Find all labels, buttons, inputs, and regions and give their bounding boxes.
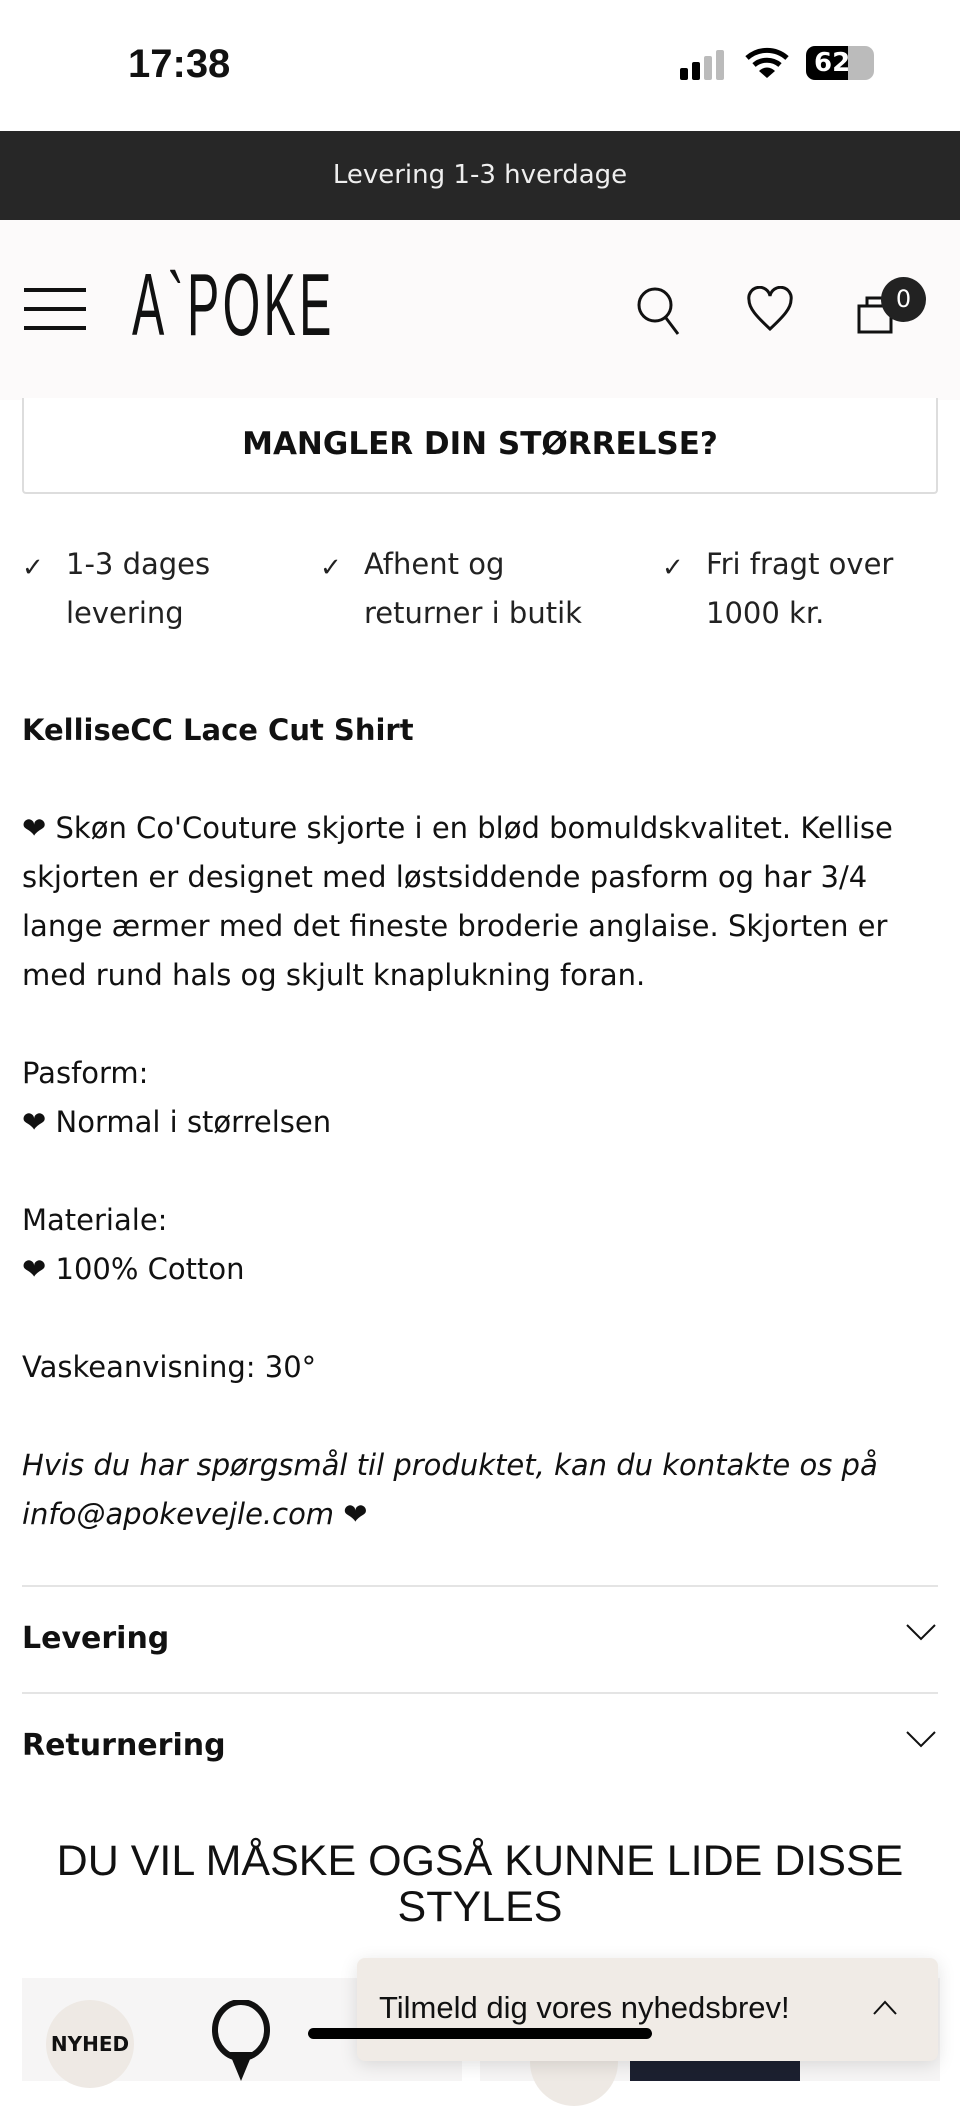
check-icon: ✓ [320, 553, 342, 583]
feature-delivery: ✓ 1-3 dages levering [22, 540, 282, 638]
home-indicator [308, 2028, 652, 2039]
product-image [207, 2000, 277, 2081]
contact-text: Hvis du har spørgsmål til produktet, kan du kontakte os på info@apokevejle.com ❤ [22, 1448, 878, 1531]
accordion-levering[interactable]: Levering [22, 1585, 938, 1691]
check-icon: ✓ [662, 553, 684, 583]
product-title: KelliseCC Lace Cut Shirt [22, 713, 414, 747]
battery-icon: 62 [806, 46, 874, 80]
material-label: Materiale: [22, 1203, 168, 1237]
wash-instructions: Vaskeanvisning: 30° [22, 1350, 317, 1384]
recommendations-heading: DU VIL MÅSKE OGSÅ KUNNE LIDE DISSE STYLES [56, 1837, 904, 1931]
feature-pickup: ✓ Afhent og returner i butik [320, 540, 620, 638]
check-icon: ✓ [22, 553, 44, 583]
chevron-down-icon [906, 1724, 936, 1754]
chevron-down-icon [906, 1617, 936, 1647]
clock: 17:38 [128, 42, 231, 86]
fit-label: Pasform: [22, 1056, 149, 1090]
wishlist-heart-icon[interactable] [746, 286, 794, 332]
status-bar [0, 0, 960, 131]
signal-icon [680, 50, 732, 80]
cart-count-badge: 0 [881, 277, 926, 322]
feature-free-shipping: ✓ Fri fragt over 1000 kr. [662, 540, 952, 638]
logo[interactable]: A`POKE [132, 255, 335, 354]
fit-value: ❤ Normal i størrelsen [22, 1105, 332, 1139]
search-icon[interactable] [636, 286, 682, 336]
announcement-banner: Levering 1-3 hverdage [0, 131, 960, 220]
newsletter-popup[interactable]: Tilmeld dig vores nyhedsbrev! [357, 1958, 938, 2061]
hamburger-menu-icon[interactable] [24, 288, 86, 330]
accordion-returnering[interactable]: Returnering [22, 1692, 938, 1798]
wifi-icon [745, 46, 789, 80]
missing-size-button[interactable]: MANGLER DIN STØRRELSE? [22, 398, 938, 494]
description-text: ❤ Skøn Co'Couture skjorte i en blød bomuldskvalitet. Kellise skjorten er designet med løstsiddende pasform og har 3/4 lange ærmer med det fineste broderie anglaise. Skjorten er med rund hals og skjult knaplukning foran. [22, 811, 893, 992]
new-badge: NYHED [46, 2000, 134, 2088]
material-value: ❤ 100% Cotton [22, 1252, 245, 1286]
chevron-up-icon[interactable] [873, 2000, 897, 2016]
product-description [22, 706, 942, 1539]
